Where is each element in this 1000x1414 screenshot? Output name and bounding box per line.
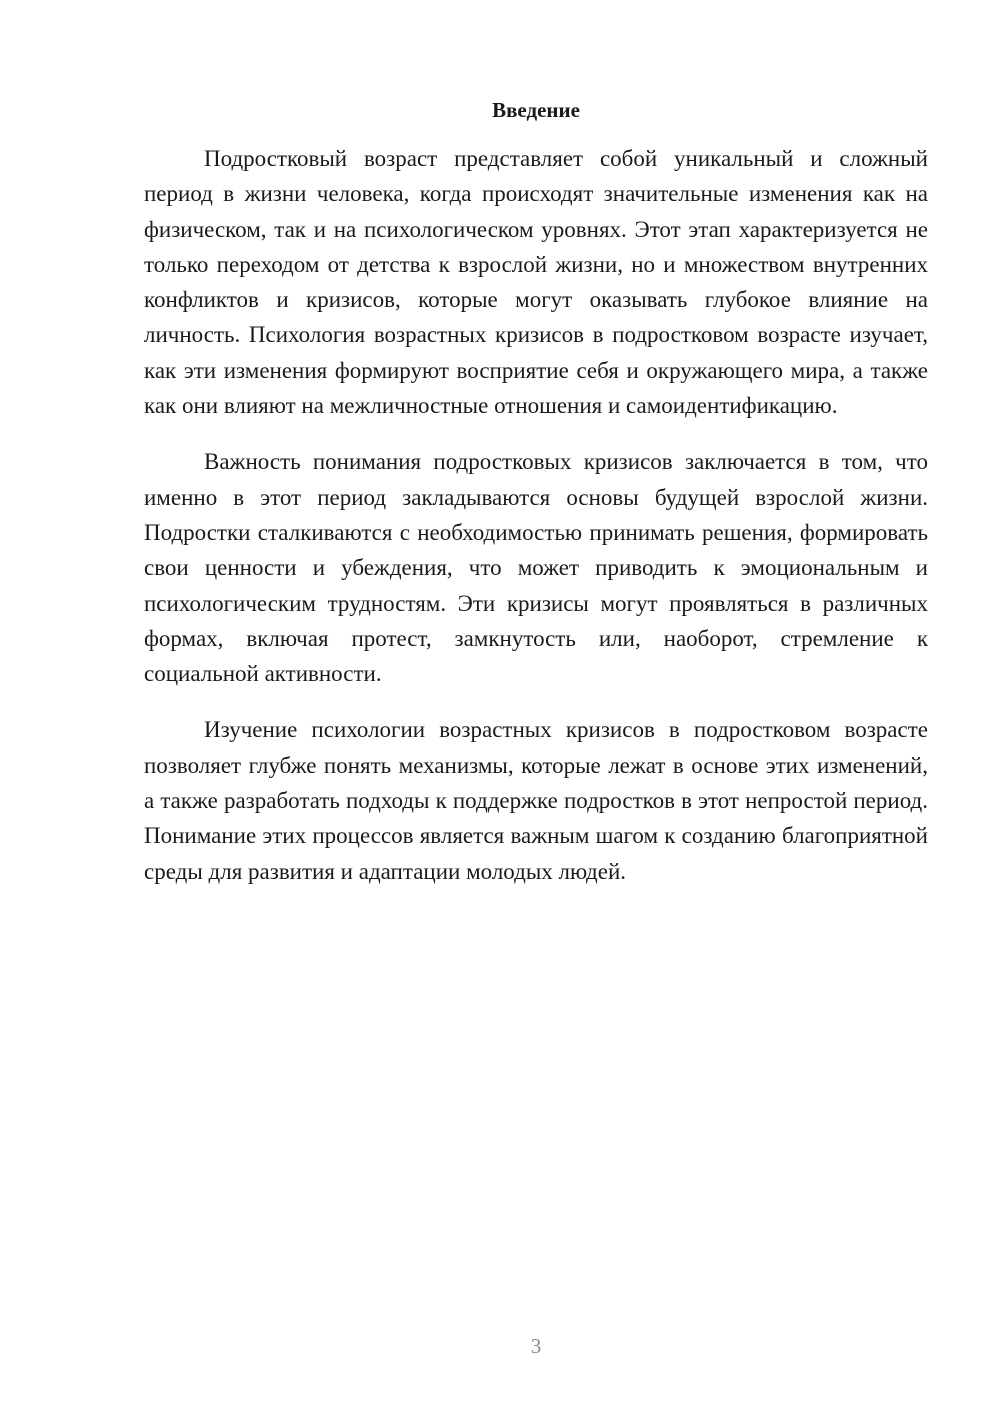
body-text: [144, 141, 928, 910]
section-title: Введение: [492, 98, 580, 122]
page-number: 3: [530, 1334, 542, 1358]
paragraph-2: Важность понимания подростковых кризисов заключается в том, что именно в этот период закладываются основы будущей взрослой жизни. Подростки сталкиваются с необходимостью принимать решения, формировать свои ценности и убеждения, что может приводить к эмоциональным и психологическим трудностям. Эти кризисы могут проявляться в различных формах, включая протест, замкнутость или, наоборот, стремление к социальной активности.: [144, 449, 928, 687]
paragraph-1: Подростковый возраст представляет собой уникальный и сложный период в жизни человека, когда происходят значительные изменения как на физическом, так и на психологическом уровнях. Этот этап характеризуется не только переходом от детства к взрослой жизни, но и множеством внутренних конфликтов и кризисов, которые могут оказывать глубокое влияние на личность. Психология возрастных кризисов в подростковом возрасте изучает, как эти изменения формируют восприятие себя и окружающего мира, а также как они влияют на межличностные отношения и самоидентификацию.: [144, 146, 928, 419]
paragraph-3: Изучение психологии возрастных кризисов в подростковом возрасте позволяет глубже понять механизмы, которые лежат в основе этих изменений, а также разработать подходы к поддержке подростков в этот непростой период. Понимание этих процессов является важным шагом к созданию благоприятной среды для развития и адаптации молодых людей.: [144, 717, 928, 884]
